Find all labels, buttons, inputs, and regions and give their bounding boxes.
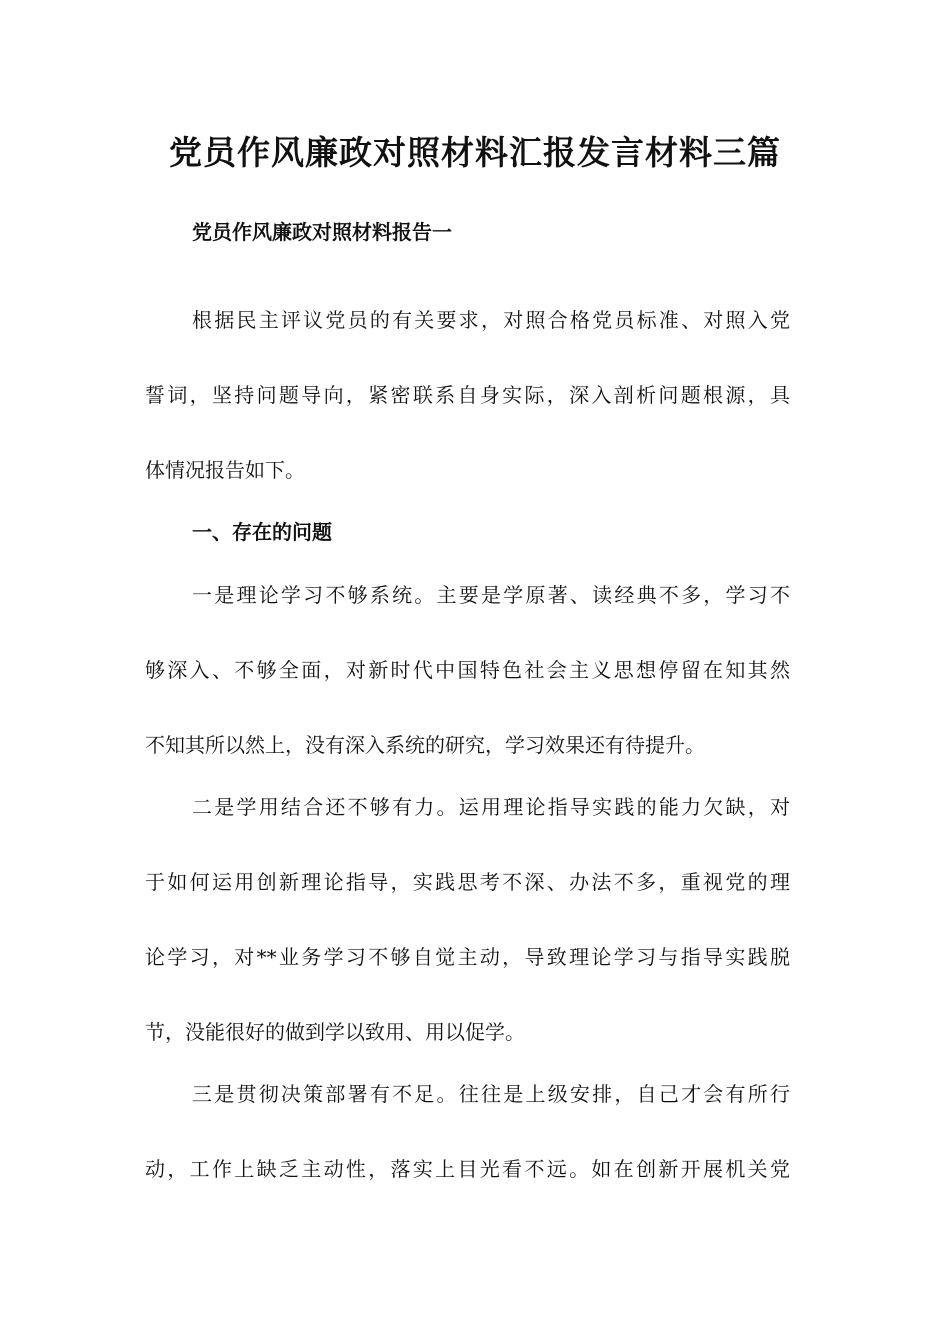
paragraph-line: 不知其所以然上，没有深入系统的研究，学习效果还有待提升。 [145, 733, 705, 757]
paragraph-line: 一是理论学习不够系统。主要是学原著、读经典不多，学习不 [192, 583, 790, 607]
paragraph-line: 论学习，对**业务学习不够自觉主动，导致理论学习与指导实践脱 [145, 945, 790, 969]
paragraph-line: 根据民主评议党员的有关要求，对照合格党员标准、对照入党 [192, 308, 790, 332]
heading-existing-problems: 一、存在的问题 [192, 520, 332, 544]
paragraph-line: 誓词，坚持问题导向，紧密联系自身实际，深入剖析问题根源，具 [145, 383, 790, 407]
document-title: 党员作风廉政对照材料汇报发言材料三篇 [169, 133, 781, 172]
section-title: 党员作风廉政对照材料报告一 [192, 220, 452, 244]
paragraph-line: 二是学用结合还不够有力。运用理论指导实践的能力欠缺，对 [192, 795, 790, 819]
paragraph-line: 够深入、不够全面，对新时代中国特色社会主义思想停留在知其然 [145, 658, 790, 682]
paragraph-line: 节，没能很好的做到学以致用、用以促学。 [145, 1020, 525, 1044]
paragraph-line: 动，工作上缺乏主动性，落实上目光看不远。如在创新开展机关党 [145, 1157, 790, 1181]
paragraph-line: 三是贯彻决策部署有不足。往往是上级安排，自己才会有所行 [192, 1082, 790, 1106]
paragraph-line: 体情况报告如下。 [145, 458, 305, 482]
paragraph-line: 于如何运用创新理论指导，实践思考不深、办法不多，重视党的理 [145, 870, 790, 894]
